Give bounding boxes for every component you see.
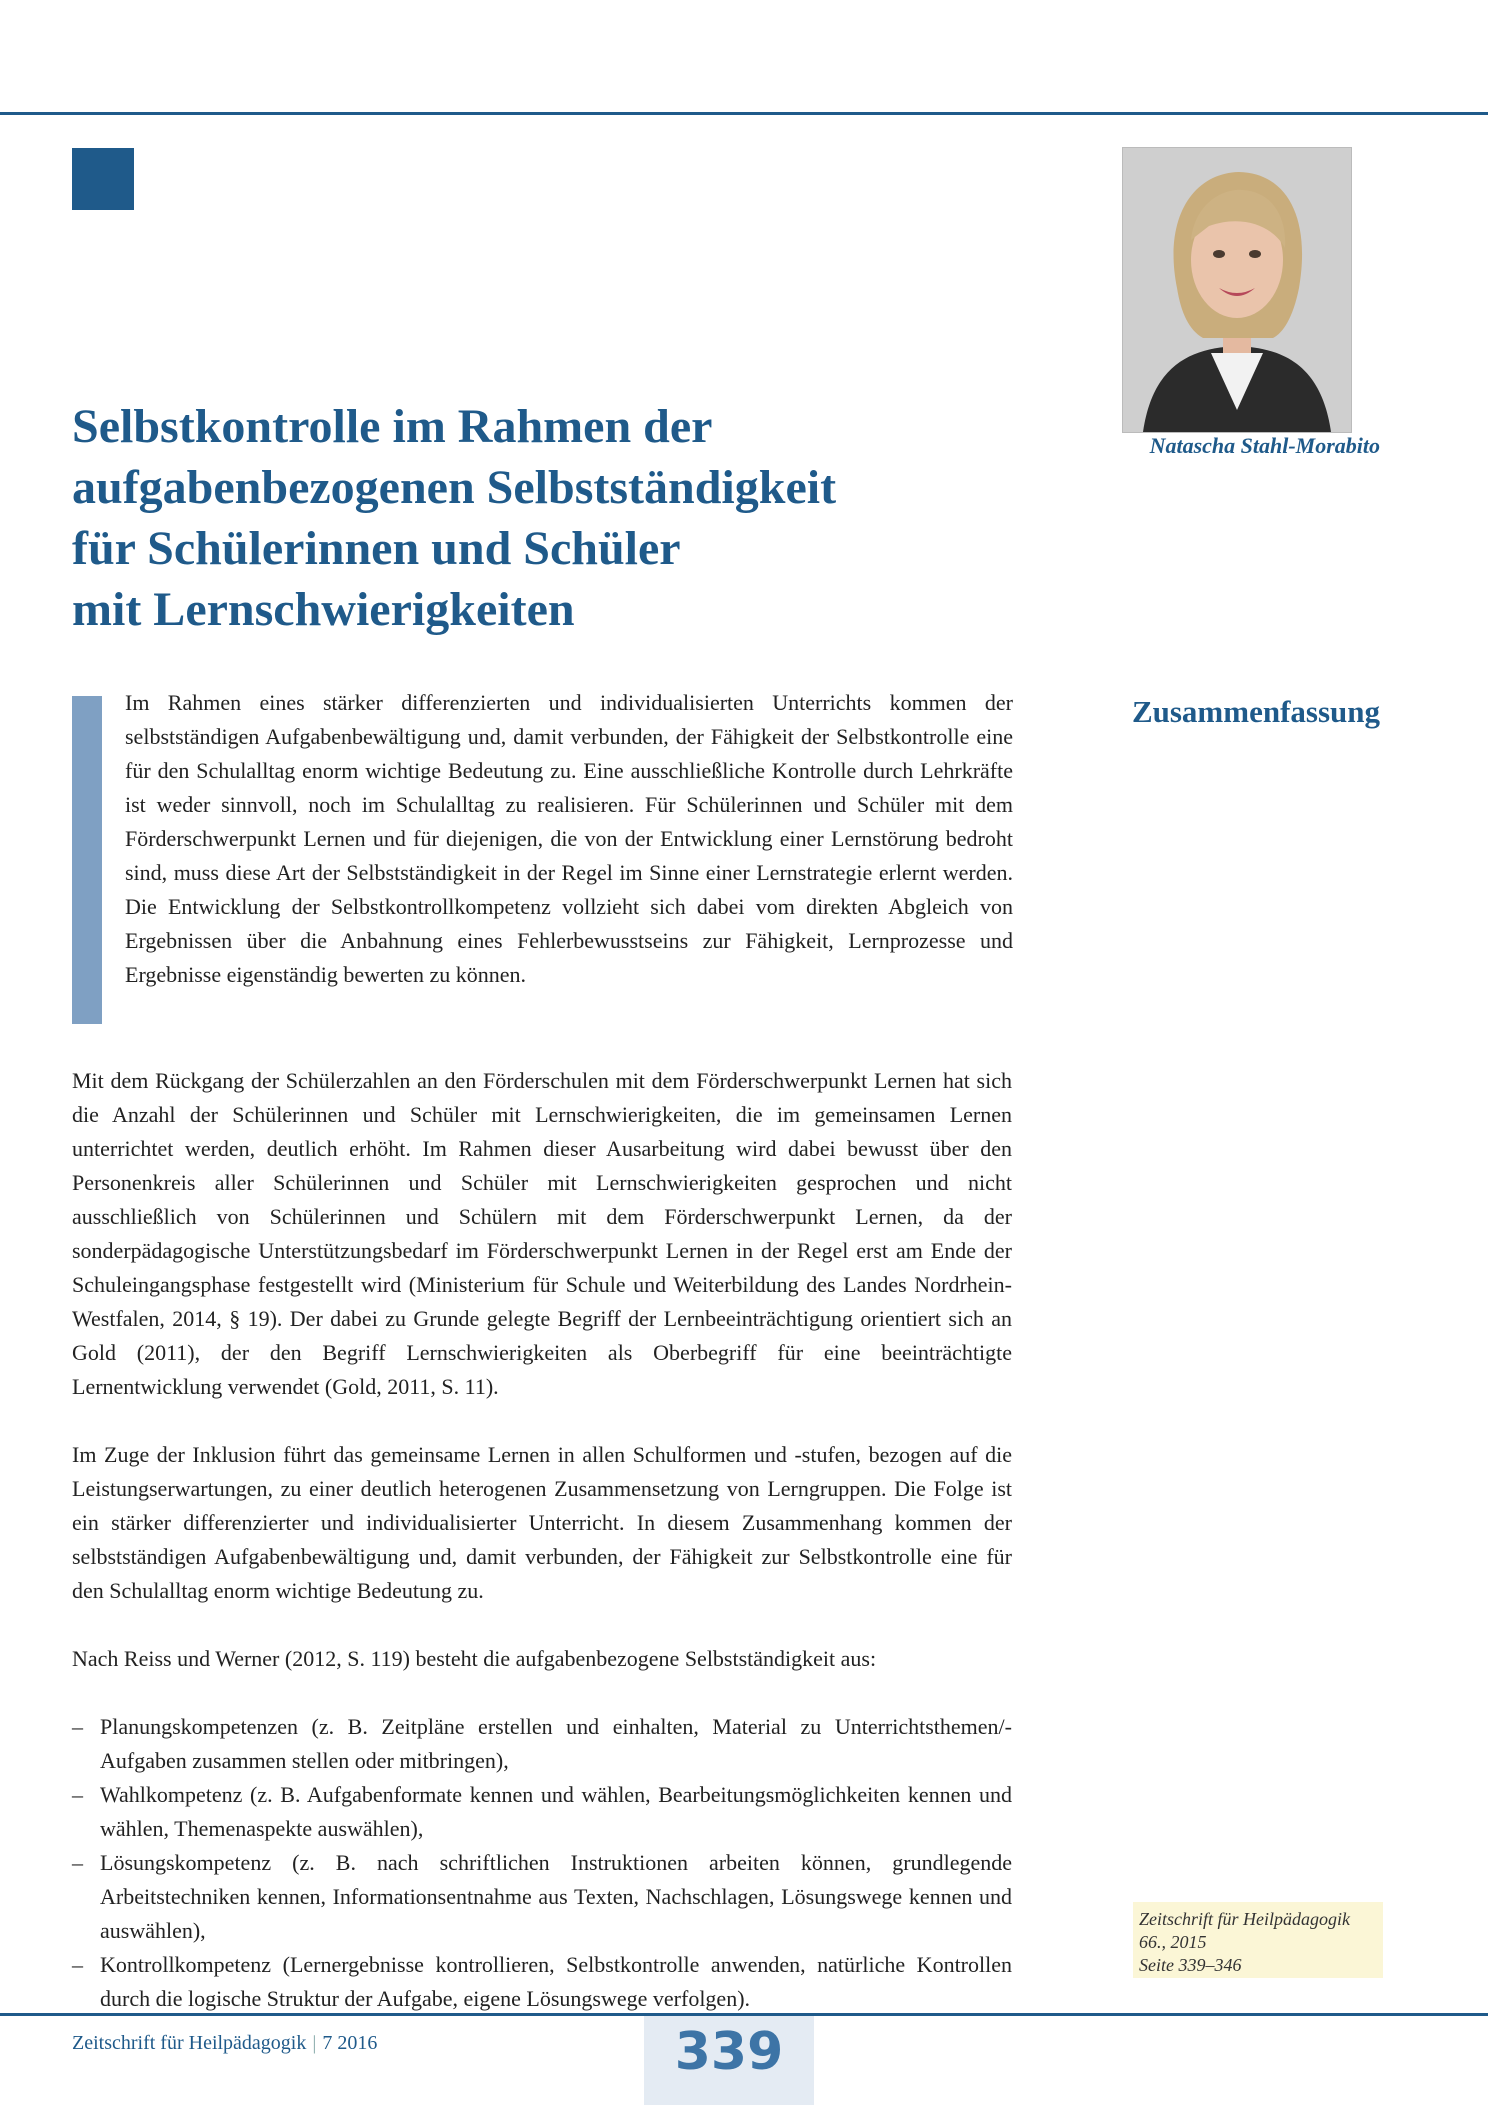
list-item: [72, 1710, 1012, 1778]
dash-bullet: –: [72, 1714, 83, 1739]
footer-journal-info: [72, 2032, 377, 2055]
dash-bullet: –: [72, 1782, 83, 1807]
list-item-text: Wahlkompetenz (z. B. Aufgabenformate kennen und wählen, Bearbeitungsmöglichkeiten kennen und wählen, Themenaspekte auswählen),: [100, 1782, 1012, 1841]
title-line: Selbstkontrolle im Rahmen der: [72, 400, 713, 453]
body-paragraph: Mit dem Rückgang der Schülerzahlen an den Förderschulen mit dem Förderschwerpunkt Lernen hat sich die Anzahl der Schülerinnen und Schüler mit Lernschwierigkeiten, die im gemeinsamen Lernen unterrichtet werden, deutlich erhöht. Im Rahmen dieser Ausarbeitung wird dabei bewusst über den Personenkreis aller Schülerinnen und Schüler mit Lernschwierigkeiten gesprochen und nicht ausschließlich von Schülerinnen und Schülern mit dem Förderschwerpunkt Lernen, da der sonderpädagogische Unterstützungsbedarf im Förderschwerpunkt Lernen in der Regel erst am Ende der Schuleingangsphase festgestellt wird (Ministerium für Schule und Weiterbildung des Landes Nordrhein-Westfalen, 2014, § 19). Der dabei zu Grunde gelegte Begriff der Lernbeeinträchtigung orientiert sich an Gold (2011), der den Begriff Lernschwierigkeiten als Oberbegriff für eine beeinträchtigte Lernentwicklung verwendet (Gold, 2011, S. 11).: [72, 1068, 1012, 1399]
page-number: 339: [674, 2022, 784, 2082]
list-item-text: Kontrollkompetenz (Lernergebnisse kontrollieren, Selbstkontrolle anwenden, natürliche Kontrollen durch die logische Struktur der Aufgabe, eigene Lösungswege verfolgen).: [100, 1952, 1012, 2011]
article-title: [72, 396, 972, 640]
summary-label: Zusammenfassung: [1131, 694, 1380, 729]
citation-journal: Zeitschrift für Heilpädagogik: [1139, 1909, 1350, 1929]
list-item: [72, 1948, 1012, 2016]
body-paragraph: Im Zuge der Inklusion führt das gemeinsame Lernen in allen Schulformen und -stufen, bezogen auf die Leistungserwartungen, zu einer deutlich heterogenen Zusammensetzung von Lerngruppen. Die Folge ist ein stärker differenzierter und individualisierter Unterricht. In diesem Zusammenhang kommen der selbstständigen Aufgabenbewältigung und, damit verbunden, der Fähigkeit zur Selbstkontrolle eine für den Schulalltag enorm wichtige Bedeutung zu.: [72, 1442, 1012, 1603]
competence-list: [72, 1710, 1012, 2016]
footer-separator: |: [312, 2032, 317, 2054]
list-item: [72, 1778, 1012, 1846]
top-rule: [0, 112, 1488, 115]
title-line: mit Lernschwierigkeiten: [72, 583, 575, 636]
citation-pages: Seite 339–346: [1139, 1955, 1242, 1975]
dash-bullet: –: [72, 1850, 83, 1875]
list-item-text: Planungskompetenzen (z. B. Zeitpläne erstellen und einhalten, Material zu Unterrichtsthemen/-Aufgaben zusammen stellen oder mitbringen),: [100, 1714, 1012, 1773]
abstract-bar: [72, 696, 102, 1024]
author-portrait-icon: [1122, 147, 1352, 433]
citation-box: [1133, 1902, 1383, 1978]
author-name: Natascha Stahl-Morabito: [1149, 433, 1380, 458]
section-marker: [72, 148, 134, 210]
title-line: aufgabenbezogenen Selbstständigkeit: [72, 461, 837, 514]
footer-issue: 7 2016: [322, 2032, 378, 2054]
list-intro: Nach Reiss und Werner (2012, S. 119) besteht die aufgabenbezogene Selbstständigkeit aus:: [72, 1646, 877, 1671]
citation-volume: 66., 2015: [1139, 1932, 1207, 1952]
list-item: [72, 1846, 1012, 1948]
title-line: für Schülerinnen und Schüler: [72, 522, 681, 575]
abstract: Im Rahmen eines stärker differenzierten und individualisierten Unterrichts kommen der selbstständigen Aufgabenbewältigung und, damit verbunden, der Fähigkeit der Selbstkontrolle eine für den Schulalltag enorm wichtige Bedeutung zu. Eine ausschließliche Kontrolle durch Lehrkräfte ist weder sinnvoll, noch im Schulalltag zu realisieren. Für Schülerinnen und Schüler mit dem Förderschwerpunkt Lernen und für diejenigen, die von der Entwicklung einer Lernstörung bedroht sind, muss diese Art der Selbstständigkeit in der Regel im Sinne einer Lernstrategie erlernt werden. Die Entwicklung der Selbstkontrollkompetenz vollzieht sich dabei vom direkten Abgleich von Ergebnissen über die Anbahnung eines Fehlerbewusstseins zur Fähigkeit, Lernprozesse und Ergebnisse eigenständig bewerten zu können.: [125, 690, 1013, 987]
dash-bullet: –: [72, 1952, 83, 1977]
footer-journal: Zeitschrift für Heilpädagogik: [72, 2032, 307, 2054]
body-text: [72, 1064, 1012, 2016]
list-item-text: Lösungskompetenz (z. B. nach schriftlichen Instruktionen arbeiten können, grundlegende Arbeitstechniken kennen, Informationsentnahme aus Texten, Nachschlagen, Lösungswege kennen und auswählen),: [100, 1850, 1012, 1943]
